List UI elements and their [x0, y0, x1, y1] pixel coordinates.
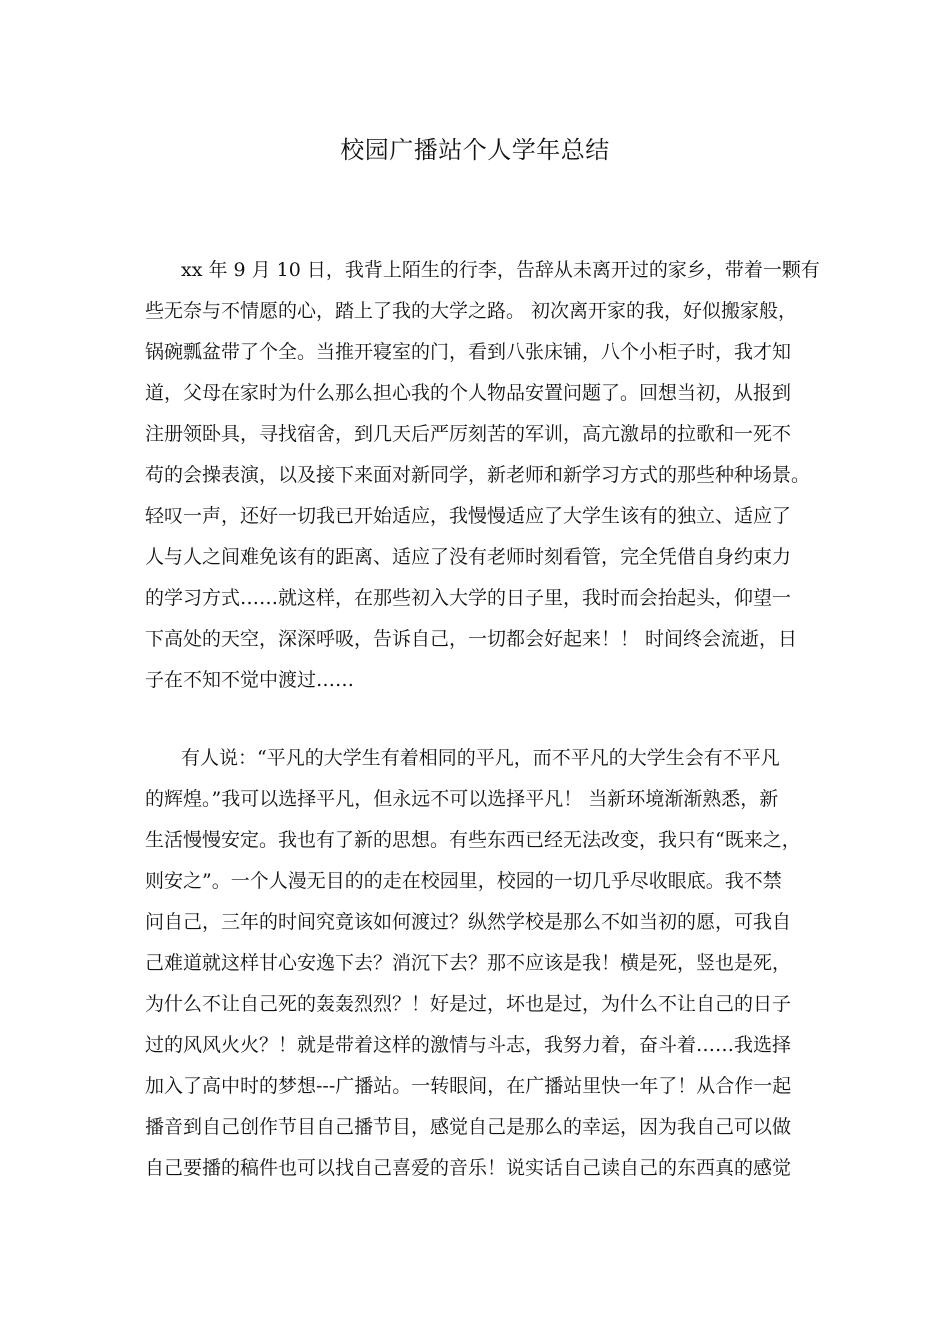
paragraph-line: 则安之”。一个人漫无目的的走在校园里，校园的一切几乎尽收眼底。我不禁 — [145, 870, 782, 892]
paragraph-line: 问自己，三年的时间究竟该如何渡过？纵然学校是那么不如当初的愿，可我自 — [145, 911, 792, 933]
paragraph-line: 锅碗瓢盆带了个全。当推开寝室的门，看到八张床铺，八个小柜子时，我才知 — [145, 341, 792, 363]
document-title: 校园广播站个人学年总结 — [340, 136, 610, 164]
paragraph-line: 有人说：“平凡的大学生有着相同的平凡，而不平凡的大学生会有不平凡 — [181, 747, 780, 769]
paragraph-line: 加入了高中时的梦想---广播站。一转眼间，在广播站里快一年了！从合作一起 — [145, 1075, 792, 1097]
paragraph-line: 己难道就这样甘心安逸下去？消沉下去？那不应该是我！横是死，竖也是死， — [145, 952, 792, 974]
paragraph-line: 轻叹一声，还好一切我已开始适应，我慢慢适应了大学生该有的独立、适应了 — [145, 505, 792, 527]
paragraph-line: 道，父母在家时为什么那么担心我的个人物品安置问题了。回想当初，从报到 — [145, 382, 792, 404]
paragraph-line: 注册领卧具，寻找宿舍，到几天后严厉刻苦的军训，高亢激昂的拉歌和一死不 — [145, 423, 792, 445]
paragraph-line: 的学习方式……就这样，在那些初入大学的日子里，我时而会抬起头，仰望一 — [145, 587, 792, 609]
paragraph-line: 人与人之间难免该有的距离、适应了没有老师时刻看管，完全凭借自身约束力 — [145, 546, 792, 568]
paragraph-2 — [145, 738, 810, 1189]
paragraph-line: xx 年 9 月 10 日，我背上陌生的行李，告辞从未离开过的家乡，带着一颗有 — [181, 259, 820, 281]
paragraph-line: 为什么不让自己死的轰轰烈烈？！好是过，坏也是过，为什么不让自己的日子 — [145, 993, 792, 1015]
paragraph-line: 播音到自己创作节目自己播节目，感觉自己是那么的幸运，因为我自己可以做 — [145, 1116, 792, 1138]
paragraph-line: 些无奈与不情愿的心，踏上了我的大学之路。 初次离开家的我，好似搬家般， — [145, 300, 798, 322]
paragraph-line: 自己要播的稿件也可以找自己喜爱的音乐！说实话自己读自己的东西真的感觉 — [145, 1157, 792, 1179]
paragraph-line: 下高处的天空，深深呼吸，告诉自己，一切都会好起来！！ 时间终会流逝，日 — [145, 628, 798, 650]
paragraph-line: 苟的会操表演，以及接下来面对新同学，新老师和新学习方式的那些种种场景。 — [145, 464, 811, 486]
paragraph-line: 生活慢慢安定。我也有了新的思想。有些东西已经无法改变，我只有“既来之， — [145, 829, 801, 851]
paragraph-1 — [145, 250, 820, 701]
paragraph-line: 子在不知不觉中渡过…… — [145, 669, 355, 691]
paragraph-line: 过的风风火火？！就是带着这样的激情与斗志，我努力着，奋斗着……我选择 — [145, 1034, 792, 1056]
paragraph-line: 的辉煌。”我可以选择平凡，但永远不可以选择平凡！ 当新环境渐渐熟悉，新 — [145, 788, 779, 810]
